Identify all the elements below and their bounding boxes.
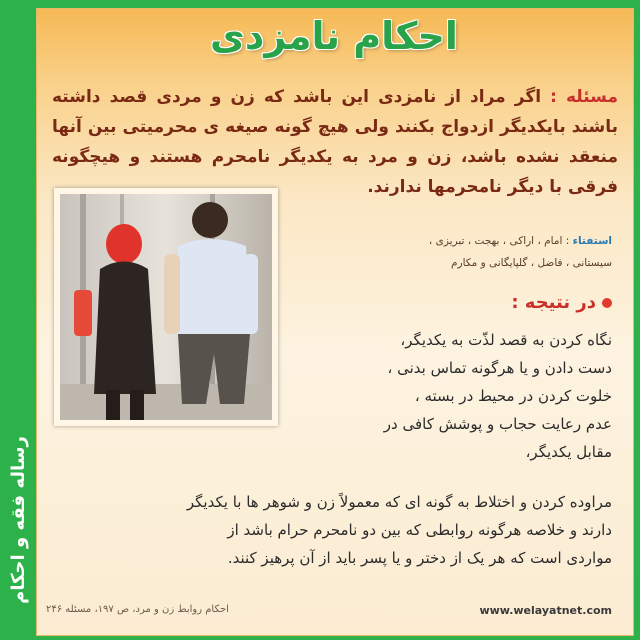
result-line: عدم رعایت حجاب و پوشش کافی در (383, 415, 612, 433)
result-full-line: دارند و خلاصه هرگونه روابطی که بین دو نامحرم حرام باشد از (227, 521, 612, 539)
sources-line-1: : امام ، اراکی ، بهجت ، تبریزی ، (428, 235, 573, 247)
masale-text: اگر مراد از نامزدی این باشد که زن و مردی قصد داشته باشند بایکدیگر ازدواج بکنند ولی هیچ گونه صیغه ی محرمیتی بین آنها منعقد نشده باشد، زن و مرد به یکدیگر نامحرم هستند و هیچگونه فرقی با دیگر نامحرمها ندارند. (52, 87, 618, 197)
footer-website-link[interactable]: www.welayatnet.com (479, 604, 612, 617)
result-heading (300, 292, 612, 313)
footer-source: احکام روابط زن و مرد، ص ۱۹۷، مسئله ۲۴۶ (46, 604, 229, 615)
sources-label: استفتاء (572, 235, 612, 247)
sources-line-2: سیستانی ، فاضل ، گلپایگانی و مکارم (451, 257, 612, 269)
result-list (290, 326, 612, 466)
result-line: دست دادن و یا هرگونه تماس بدنی ، (387, 359, 612, 377)
result-full-line: مواردی است که هر یک از دختر و یا پسر باید از آن پرهیز کنند. (227, 549, 612, 567)
side-label: رساله فقه و احکام (8, 436, 29, 604)
page-title: احکام نامزدی (210, 14, 458, 58)
couple-illustration (60, 194, 272, 420)
result-line: خلوت کردن در محیط در بسته ، (414, 387, 612, 405)
masale-lead: مسئله : (550, 87, 618, 107)
bullet-icon (602, 298, 612, 308)
result-line: نگاه کردن به قصد لذّت به یکدیگر، (400, 331, 612, 349)
sources-block (282, 230, 612, 274)
result-line: مقابل یکدیگر، (525, 443, 612, 461)
masale-paragraph (52, 82, 618, 202)
result-heading-text: در نتیجه : (511, 292, 596, 313)
result-paragraph (52, 488, 612, 572)
couple-photo (54, 188, 278, 426)
result-full-line: مراوده کردن و اختلاط به گونه ای که معمولاً زن و شوهر ها با یکدیگر (186, 493, 612, 511)
